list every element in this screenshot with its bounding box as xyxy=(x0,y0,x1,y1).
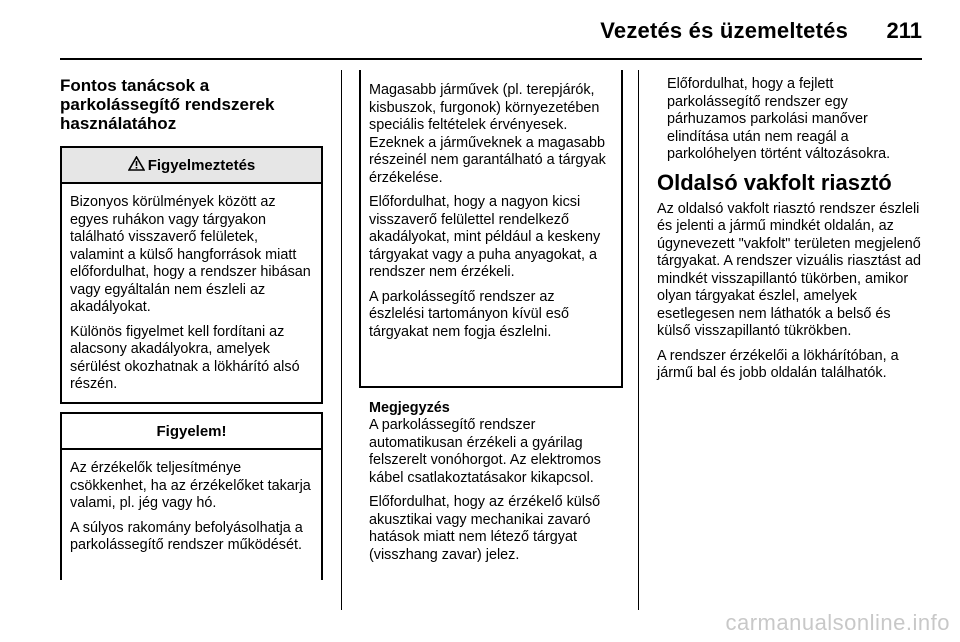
page-header-title: Vezetés és üzemeltetés xyxy=(600,18,848,43)
intro-paragraph: Előfordulhat, hogy a fejlett parkolássegítő rendszer egy párhuzamos parkolási manőver elindítása után nem reagál a parkolóhelyen történt változásokra. xyxy=(667,76,891,162)
continued-paragraph: A parkolássegítő rendszer az észlelési tartományon kívül eső tárgyakat nem fogja észlelni. xyxy=(369,288,569,340)
continued-box-body xyxy=(361,70,621,349)
blind-spot-heading: Oldalsó vakfolt riasztó xyxy=(657,169,892,195)
watermark: carmanualsonline.info xyxy=(725,610,950,635)
continued-warning-box xyxy=(359,70,623,388)
warning-paragraph: Különös figyelmet kell fordítani az alacsony akadályokra, amelyek sérülést okozhatnak a lökhárító alsó részén. xyxy=(70,323,300,392)
page-number: 211 xyxy=(886,18,922,43)
warning-paragraph: Bizonyos körülmények között az egyes ruhákon vagy tárgyakon található visszaverő felületek, valamint a külső hangforrások miatt előfordulhat, hogy a rendszer hibásan vagy egyáltalán nem észleli az akadályokat. xyxy=(70,194,311,315)
warning-box-body xyxy=(62,184,321,402)
caution-box-body xyxy=(62,450,321,563)
caution-paragraph: Az érzékelők teljesítménye csökkenhet, ha az érzékelőket takarja valami, pl. jég vagy hó. xyxy=(70,460,311,511)
caution-box-heading xyxy=(62,414,321,450)
blind-spot-paragraph: Az oldalsó vakfolt riasztó rendszer észleli és jelenti a jármű mindkét oldalán, az úgynevezett "vakfolt" területen megjelenő tárgyakat. A rendszer vizuális riasztást ad mindkét visszapillantó tükörben, amikor olyan tárgyakat észlel, amelyek esetlegesen nem láthatók a belső és külső visszapillantó tükrökben. xyxy=(657,200,921,339)
column-3 xyxy=(657,76,927,390)
note-paragraph: A parkolássegítő rendszer automatikusan érzékeli a gyárilag felszerelt vonóhorgot. Az elektromos kábel csatlakoztatásakor kikapcsol. xyxy=(369,417,601,486)
header-rule xyxy=(60,58,922,60)
column-divider-2 xyxy=(638,70,639,610)
continued-paragraph: Előfordulhat, hogy a nagyon kicsi visszaverő felülettel rendelkező akadályokat, mint például a keskeny tárgyakat vagy a puha anyagokat, a rendszer nem érzékeli. xyxy=(369,194,601,280)
warning-box xyxy=(60,146,323,404)
note-paragraph: Előfordulhat, hogy az érzékelő külső akusztikai vagy mechanikai zavaró hatások miatt nem létező tárgyat (visszhang zavar) jelez. xyxy=(369,494,601,563)
caution-paragraph: A súlyos rakomány befolyásolhatja a parkolássegítő rendszer működését. xyxy=(70,519,303,553)
warning-heading-text: Figyelmeztetés xyxy=(147,156,256,174)
continued-paragraph: Magasabb járművek (pl. terepjárók, kisbuszok, furgonok) környezetében speciális feltételek érvényesek. Ezeknek a járműveknek a magasabb részeinél nem garantálható a tárgyak érzékelése. xyxy=(369,82,606,186)
section-title: Fontos tanácsok a parkolássegítő rendszerek használatához xyxy=(60,76,275,133)
column-divider-1 xyxy=(341,70,342,610)
caution-box xyxy=(60,412,323,580)
blind-spot-paragraph: A rendszer érzékelői a lökhárítóban, a jármű bal és jobb oldalán találhatók. xyxy=(657,347,899,381)
note-heading: Megjegyzés xyxy=(369,400,450,416)
warning-box-heading xyxy=(62,148,321,184)
note-section xyxy=(369,399,629,571)
warning-triangle-icon xyxy=(128,156,145,175)
caution-heading-text: Figyelem! xyxy=(156,422,227,440)
